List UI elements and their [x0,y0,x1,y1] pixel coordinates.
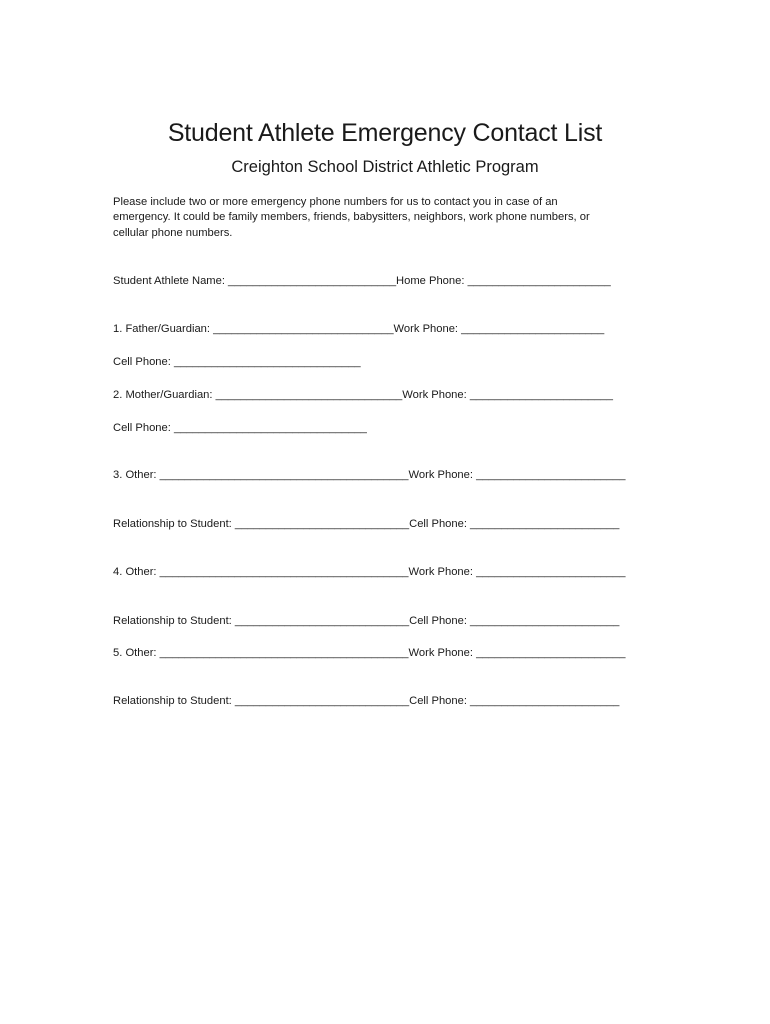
intro-line: emergency. It could be family members, friends, babysitters, neighbors, work phone numbers, or [113,211,590,224]
student-athlete-line[interactable]: Student Athlete Name: ___________________________Home Phone: _______________________ [113,275,611,287]
father-guardian-line[interactable]: 1. Father/Guardian: _____________________________Work Phone: _______________________ [113,323,605,335]
intro-line: cellular phone numbers. [113,226,233,239]
other-4-relationship-line[interactable]: Relationship to Student: ____________________________Cell Phone: ________________________ [113,615,620,627]
intro-line: Please include two or more emergency phone numbers for us to contact you in case of an [113,196,558,208]
other-5-line[interactable]: 5. Other: ________________________________________Work Phone: ________________________ [113,647,626,659]
other-3-line[interactable]: 3. Other: ________________________________________Work Phone: ________________________ [113,469,626,481]
father-cell-phone-line[interactable]: Cell Phone: ______________________________ [113,356,361,368]
other-5-relationship-line[interactable]: Relationship to Student: ____________________________Cell Phone: ________________________ [113,695,620,707]
page-title: Student Athlete Emergency Contact List [167,119,603,147]
intro-paragraph [113,195,673,241]
page-subtitle: Creighton School District Athletic Program [231,158,539,176]
mother-guardian-line[interactable]: 2. Mother/Guardian: ______________________________Work Phone: _______________________ [113,389,613,401]
other-4-line[interactable]: 4. Other: ________________________________________Work Phone: ________________________ [113,566,626,578]
other-3-relationship-line[interactable]: Relationship to Student: ____________________________Cell Phone: ________________________ [113,518,620,530]
mother-cell-phone-line[interactable]: Cell Phone: _______________________________ [113,422,367,434]
